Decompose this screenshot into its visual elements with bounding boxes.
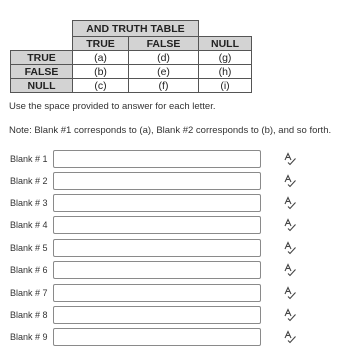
spell-check-icon[interactable] xyxy=(283,286,297,300)
cell-b: (b) xyxy=(73,65,129,79)
blank-row-1 xyxy=(10,150,340,170)
blank-label-1: Blank # 1 xyxy=(10,154,48,164)
and-truth-table xyxy=(10,20,252,93)
spell-check-icon[interactable] xyxy=(283,308,297,322)
blank-label-3: Blank # 3 xyxy=(10,198,48,208)
spell-check-icon[interactable] xyxy=(283,196,297,210)
blank-row-7 xyxy=(10,284,340,304)
blank-label-8: Blank # 8 xyxy=(10,310,48,320)
blank-row-5 xyxy=(10,239,340,259)
row-header-false: FALSE xyxy=(11,65,73,79)
blank-input-1[interactable] xyxy=(53,150,261,168)
spell-check-icon[interactable] xyxy=(283,241,297,255)
column-header-null: NULL xyxy=(199,37,252,51)
blank-label-6: Blank # 6 xyxy=(10,265,48,275)
blank-input-4[interactable] xyxy=(53,216,261,234)
row-header-true: TRUE xyxy=(11,51,73,65)
blank-label-4: Blank # 4 xyxy=(10,220,48,230)
cell-h: (h) xyxy=(199,65,252,79)
cell-a: (a) xyxy=(73,51,129,65)
blank-input-5[interactable] xyxy=(53,239,261,257)
cell-d: (d) xyxy=(129,51,199,65)
column-header-true: TRUE xyxy=(73,37,129,51)
blank-row-6 xyxy=(10,261,340,281)
blank-label-7: Blank # 7 xyxy=(10,288,48,298)
blank-label-2: Blank # 2 xyxy=(10,176,48,186)
blank-row-9 xyxy=(10,328,340,348)
table-title: AND TRUTH TABLE xyxy=(73,21,199,37)
table-title-spacer xyxy=(199,21,252,37)
cell-g: (g) xyxy=(199,51,252,65)
spell-check-icon[interactable] xyxy=(283,174,297,188)
blank-input-6[interactable] xyxy=(53,261,261,279)
blank-row-8 xyxy=(10,306,340,326)
column-header-corner xyxy=(11,37,73,51)
spell-check-icon[interactable] xyxy=(283,218,297,232)
blank-input-2[interactable] xyxy=(53,172,261,190)
spell-check-icon[interactable] xyxy=(283,152,297,166)
blank-input-8[interactable] xyxy=(53,306,261,324)
cell-c: (c) xyxy=(73,79,129,93)
blank-row-4 xyxy=(10,216,340,236)
blank-label-9: Blank # 9 xyxy=(10,332,48,342)
blank-input-7[interactable] xyxy=(53,284,261,302)
row-header-null: NULL xyxy=(11,79,73,93)
instructions-text: Use the space provided to answer for each letter. xyxy=(9,101,216,112)
note-text: Note: Blank #1 corresponds to (a), Blank #2 corresponds to (b), and so forth. xyxy=(9,125,332,136)
blank-label-5: Blank # 5 xyxy=(10,243,48,253)
cell-f: (f) xyxy=(129,79,199,93)
blank-input-9[interactable] xyxy=(53,328,261,346)
blank-row-2 xyxy=(10,172,340,192)
spell-check-icon[interactable] xyxy=(283,263,297,277)
column-header-false: FALSE xyxy=(129,37,199,51)
spell-check-icon[interactable] xyxy=(283,330,297,344)
cell-i: (i) xyxy=(199,79,252,93)
table-corner xyxy=(11,21,73,37)
blank-input-3[interactable] xyxy=(53,194,261,212)
blank-row-3 xyxy=(10,194,340,214)
cell-e: (e) xyxy=(129,65,199,79)
